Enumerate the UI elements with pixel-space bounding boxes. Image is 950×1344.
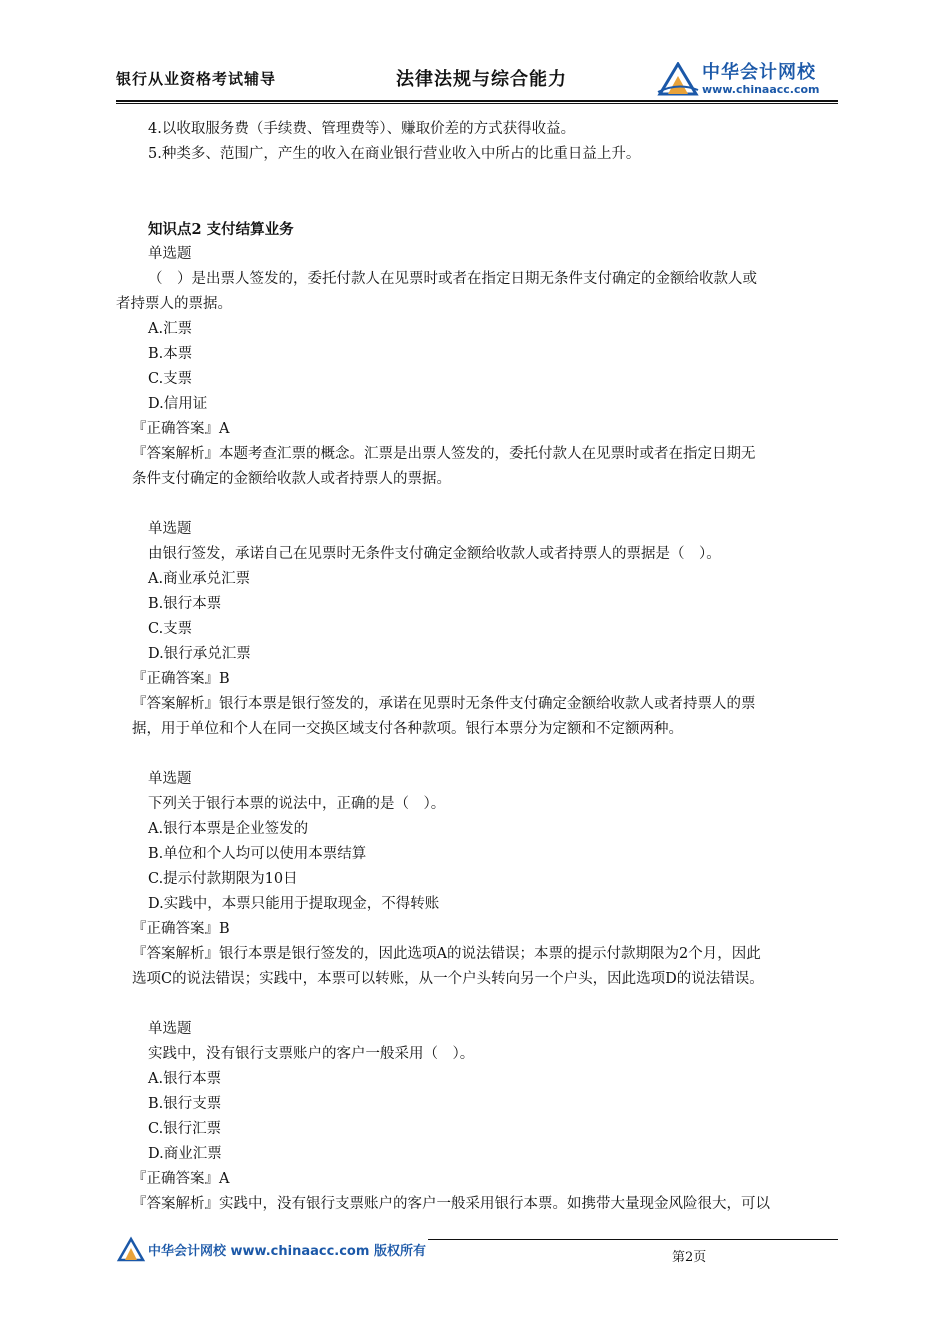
text-line: 单选题 xyxy=(148,246,192,262)
logo-triangle-icon xyxy=(656,62,700,96)
text-line: 者持票人的票据。 xyxy=(116,296,232,312)
header-rule-thick xyxy=(116,100,838,102)
text-line: B.银行支票 xyxy=(148,1096,222,1112)
text-line: （ ）是出票人签发的，委托付款人在见票时或者在指定日期无条件支付确定的金额给收款人或 xyxy=(148,271,757,287)
text-line: 『答案解析』银行本票是银行签发的，承诺在见票时无条件支付确定金额给收款人或者持票人的票 xyxy=(132,696,756,712)
footer-copyright[interactable]: 中华会计网校 www.chinaacc.com 版权所有 xyxy=(148,1244,426,1259)
text-line: 由银行签发，承诺自己在见票时无条件支付确定金额给收款人或者持票人的票据是（ ）。 xyxy=(148,546,721,562)
blank-line xyxy=(116,742,838,767)
blank-line xyxy=(116,492,838,517)
text-line: 『答案解析』实践中，没有银行支票账户的客户一般采用银行本票。如携带大量现金风险很大，可以 xyxy=(132,1196,770,1212)
text-line: 『正确答案』B xyxy=(132,921,230,937)
text-line: 下列关于银行本票的说法中，正确的是（ ）。 xyxy=(148,796,446,812)
text-line: C.支票 xyxy=(148,621,193,637)
text-line: B.银行本票 xyxy=(148,596,222,612)
page-number: 第2页 xyxy=(672,1250,707,1265)
text-line: A.汇票 xyxy=(148,321,193,337)
text-line: 实践中，没有银行支票账户的客户一般采用（ ）。 xyxy=(148,1046,475,1062)
text-line: C.支票 xyxy=(148,371,193,387)
blank-line xyxy=(116,192,838,217)
logo-url: www.chinaacc.com xyxy=(702,83,820,96)
footer-rule xyxy=(428,1239,838,1240)
header-course-title: 银行从业资格考试辅导 xyxy=(116,70,277,88)
text-line: 4.以收取服务费（手续费、管理费等）、赚取价差的方式获得收益。 xyxy=(148,121,576,137)
text-line: 『正确答案』A xyxy=(132,1171,230,1187)
text-line: 『答案解析』本题考查汇票的概念。汇票是出票人签发的，委托付款人在见票时或者在指定日期无 xyxy=(132,446,756,462)
text-line: 单选题 xyxy=(148,771,192,787)
page-header xyxy=(116,56,838,100)
text-line: 『正确答案』B xyxy=(132,671,230,687)
footer-logo-icon xyxy=(116,1235,146,1263)
logo-name: 中华会计网校 xyxy=(702,62,816,83)
header-rule-thin xyxy=(116,103,838,104)
text-line: B.本票 xyxy=(148,346,193,362)
text-line: 单选题 xyxy=(148,521,192,537)
text-line: 知识点2 支付结算业务 xyxy=(148,221,294,238)
text-line: A.银行本票是企业签发的 xyxy=(148,821,309,837)
text-line: C.银行汇票 xyxy=(148,1121,222,1137)
text-line: A.商业承兑汇票 xyxy=(148,571,251,587)
brand-logo[interactable] xyxy=(656,56,846,100)
document-body xyxy=(116,117,838,1217)
text-line: 『答案解析』银行本票是银行签发的，因此选项A的说法错误；本票的提示付款期限为2个月，因此 xyxy=(132,946,761,962)
text-line: D.银行承兑汇票 xyxy=(148,646,251,662)
text-line: D.实践中，本票只能用于提取现金，不得转账 xyxy=(148,896,440,912)
text-line: 据，用于单位和个人在同一交换区域支付各种款项。银行本票分为定额和不定额两种。 xyxy=(132,721,683,737)
text-line: 『正确答案』A xyxy=(132,421,230,437)
text-line: C.提示付款期限为10日 xyxy=(148,871,298,887)
text-line: 5.种类多、范围广，产生的收入在商业银行营业收入中所占的比重日益上升。 xyxy=(148,146,641,162)
page-footer xyxy=(116,1232,838,1272)
text-line: 条件支付确定的金额给收款人或者持票人的票据。 xyxy=(132,471,451,487)
blank-line xyxy=(116,992,838,1017)
blank-line xyxy=(116,167,838,192)
text-line: 选项C的说法错误；实践中，本票可以转账，从一个户头转向另一个户头，因此选项D的说法错误。 xyxy=(132,971,764,987)
header-subject-title: 法律法规与综合能力 xyxy=(396,69,567,90)
text-line: B.单位和个人均可以使用本票结算 xyxy=(148,846,367,862)
text-line: D.商业汇票 xyxy=(148,1146,222,1162)
text-line: 单选题 xyxy=(148,1021,192,1037)
text-line: A.银行本票 xyxy=(148,1071,222,1087)
text-line: D.信用证 xyxy=(148,396,208,412)
